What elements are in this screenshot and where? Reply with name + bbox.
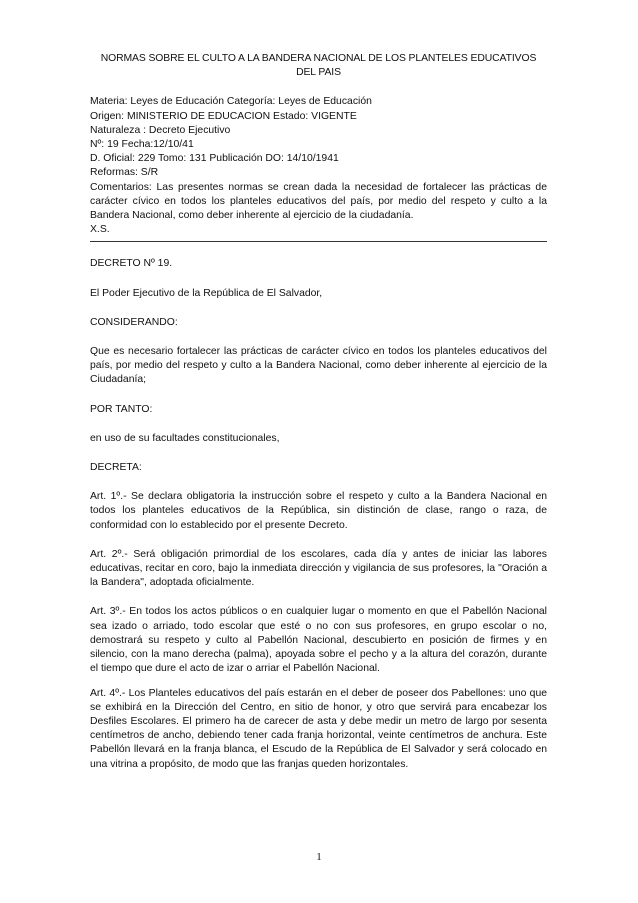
decreto-number: DECRETO Nº 19.: [90, 258, 173, 270]
document-title: NORMAS SOBRE EL CULTO A LA BANDERA NACIONAL DE LOS PLANTELES EDUCATIVOS DEL PAIS: [100, 53, 537, 79]
article-1: Art. 1º.- Se declara obligatoria la instrucción sobre el respeto y culto a la Bandera Nacional en todos los planteles educativos de la República, sin distinción de clase, rango o raza, de conformidad con lo establecido por el presente Decreto.: [90, 491, 547, 531]
article-2: Art. 2º.- Será obligación primordial de los escolares, cada día y antes de iniciar las labores educativas, recitar en coro, bajo la inmediata dirección y vigilancia de sus profesores, la "Oración a la Bandera", adoptada oficialmente.: [90, 548, 547, 589]
considerando-text: Que es necesario fortalecer las prácticas de carácter cívico en todos los planteles educativos del país, por medio del respeto y culto a la Bandera Nacional, como deber inherente al ejercicio de la Ciudadanía;: [90, 346, 547, 386]
separator-line: [90, 241, 547, 242]
meta-comentarios: Comentarios: Las presentes normas se crean dada la necesidad de fortalecer las prácticas de carácter cívico en todos los planteles educativos del país, por medio del respeto y culto a la Bandera Nacional, como deber inherente al ejercicio de la ciudadanía.: [90, 181, 547, 222]
facultades-text: en uso de su facultades constitucionales,: [90, 432, 280, 444]
article-4: Art. 4º.- Los Planteles educativos del país estarán en el deber de poseer dos Pabellones: uno que se exhibirá en la Dirección del Centro, en sitio de honor, y otro que servirá para encabezar los Desfiles Escolares. El primero ha de carecer de asta y debe medir un metro de largo por sesenta centímetros de ancho, debiendo tener cada franja horizontal, veinte centímetros de anchura. Este Pabellón llevará en la franja blanca, el Escudo de la República de El Salvador y será colocado en una vitrina a propósito, de modo que las franjas queden horizontales.: [90, 687, 547, 770]
article-3: Art. 3º.- En todos los actos públicos o en cualquier lugar o momento en que el Pabellón Nacional sea izado o arriado, todo escolar que esté o no con sus profesores, en grupo escolar o no, demostrará su respeto y culto al Pabellón Nacional, descubierto en posición de firmes y en silencio, con la mano derecha (palma), apoyada sobre el pecho y a la altura del corazón, durante el tiempo que dure el acto de izar o arriar el Pabellón Nacional.: [90, 606, 547, 675]
meta-naturaleza: Naturaleza : Decreto Ejecutivo: [90, 124, 231, 136]
meta-origen: Origen: MINISTERIO DE EDUCACION Estado: VIGENTE: [90, 110, 357, 122]
meta-materia: Materia: Leyes de Educación Categoría: Leyes de Educación: [90, 96, 372, 108]
considerando-heading: CONSIDERANDO:: [90, 316, 178, 328]
por-tanto-heading: POR TANTO:: [90, 403, 153, 415]
meta-diario-oficial: D. Oficial: 229 Tomo: 131 Publicación DO: 14/10/1941: [90, 153, 339, 165]
poder-ejecutivo: El Poder Ejecutivo de la República de El Salvador,: [90, 287, 323, 299]
page-number: 1: [316, 851, 322, 863]
meta-initials: X.S.: [90, 224, 110, 236]
meta-numero: Nº: 19 Fecha:12/10/41: [90, 139, 194, 151]
metadata-block: [90, 95, 547, 237]
meta-reformas: Reformas: S/R: [90, 167, 159, 179]
document-body: [90, 52, 547, 787]
decreta-heading: DECRETA:: [90, 462, 142, 474]
